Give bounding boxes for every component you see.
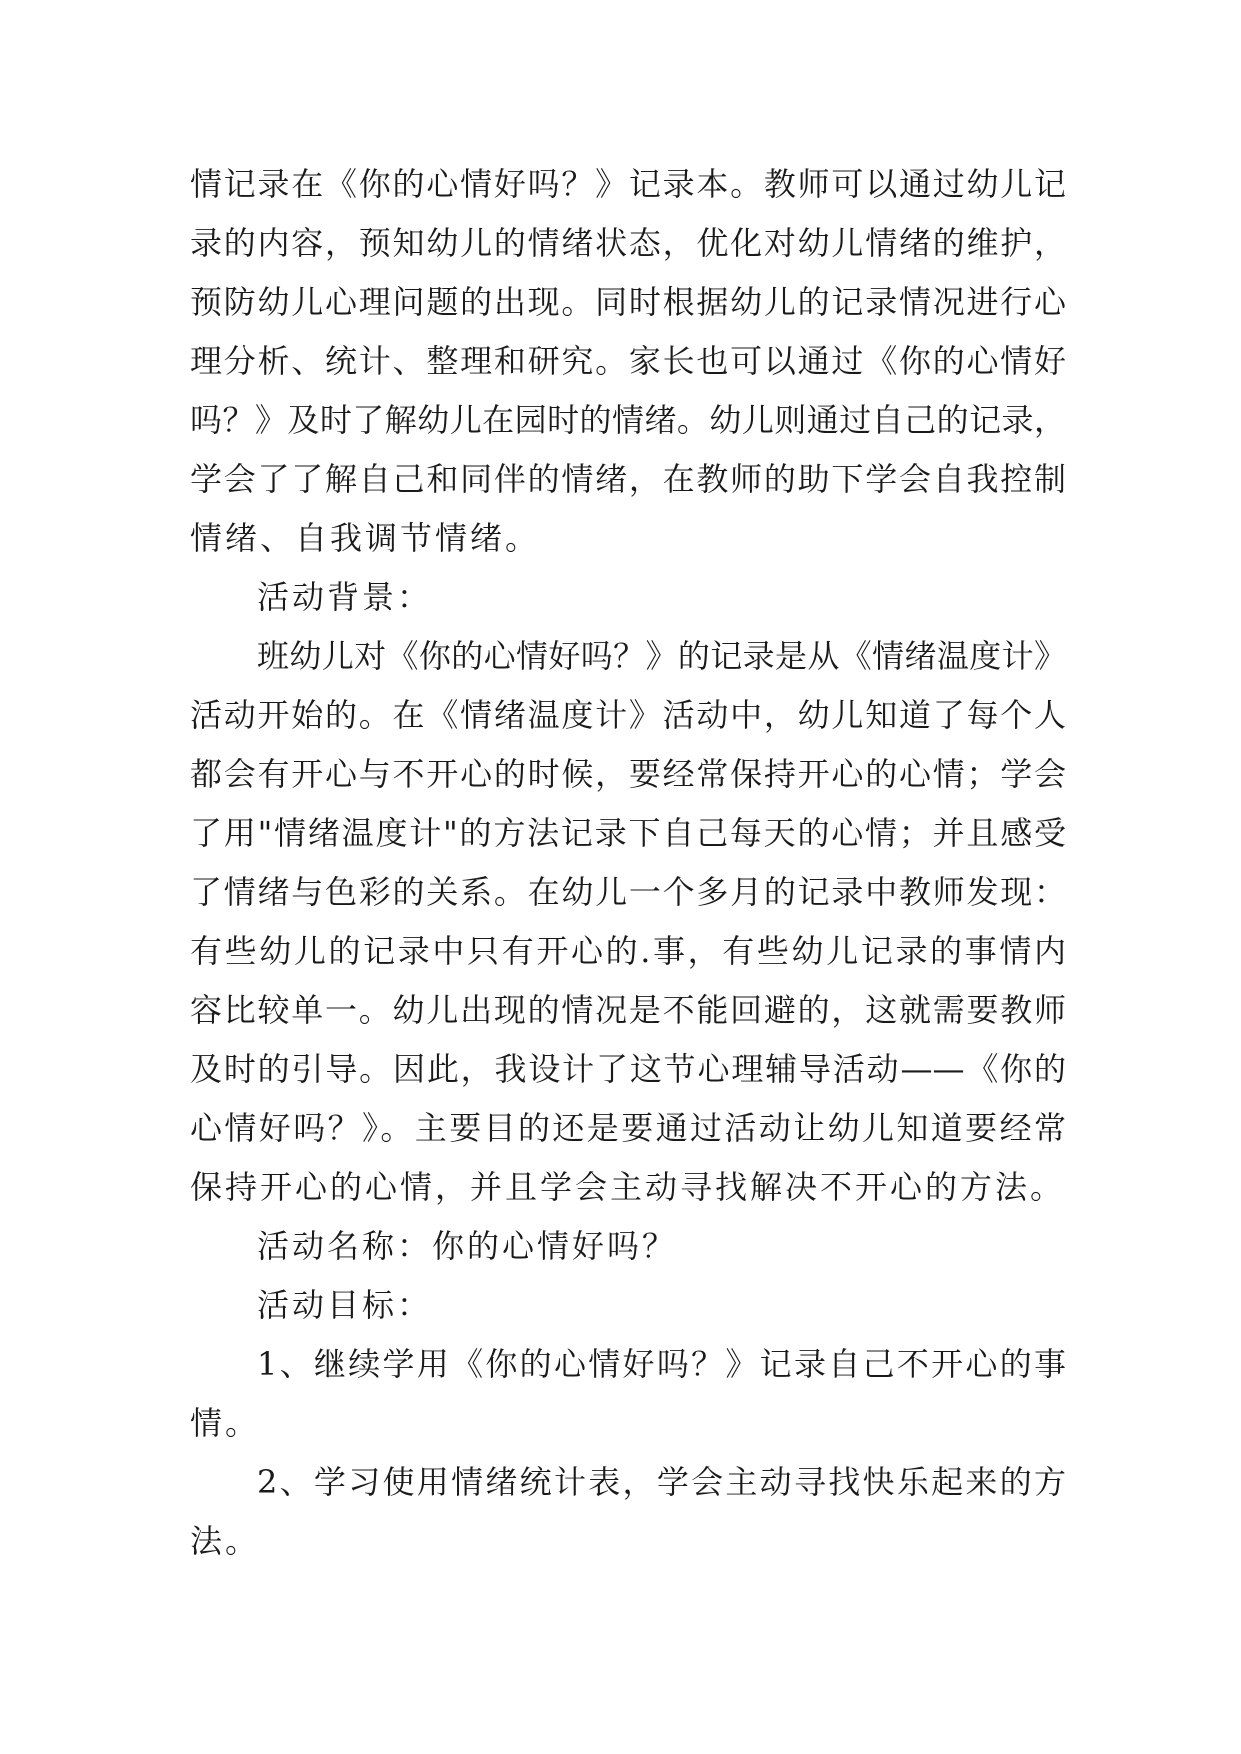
section-heading: 活动背景：	[257, 578, 433, 616]
section-heading: 活动名称：你的心情好吗？	[257, 1227, 678, 1265]
text-line: 都会有开心与不开心的时候，要经常保持开心的心情；学会	[190, 755, 1066, 793]
text-line: 预防幼儿心理问题的出现。同时根据幼儿的记录情况进行心	[190, 283, 1066, 321]
text-line: 容比较单一。幼儿出现的情况是不能回避的，这就需要教师	[190, 991, 1066, 1029]
text-line: 有些幼儿的记录中只有开心的.事，有些幼儿记录的事情内	[190, 932, 1066, 970]
text-line: 法。	[190, 1522, 261, 1560]
text-line: 了情绪与色彩的关系。在幼儿一个多月的记录中教师发现：	[190, 873, 1066, 911]
section-heading: 活动目标：	[257, 1286, 433, 1324]
text-line: 活动开始的。在《情绪温度计》活动中，幼儿知道了每个人	[190, 696, 1066, 734]
text-line: 了用"情绪温度计"的方法记录下自己每天的心情；并且感受	[190, 814, 1066, 852]
text-line: 吗？》及时了解幼儿在园时的情绪。幼儿则通过自己的记录，	[190, 401, 1066, 439]
text-line: 情记录在《你的心情好吗？》记录本。教师可以通过幼儿记	[190, 165, 1066, 203]
text-line: 及时的引导。因此，我设计了这节心理辅导活动——《你的	[190, 1050, 1066, 1088]
text-line: 情。	[190, 1404, 261, 1442]
text-line: 心情好吗？》。主要目的还是要通过活动让幼儿知道要经常	[190, 1109, 1066, 1147]
text-line: 学会了了解自己和同伴的情绪，在教师的助下学会自我控制	[190, 460, 1066, 498]
text-line: 录的内容，预知幼儿的情绪状态，优化对幼儿情绪的维护，	[190, 224, 1066, 262]
text-line: 理分析、统计、整理和研究。家长也可以通过《你的心情好	[190, 342, 1066, 380]
list-item: 1、继续学用《你的心情好吗？》记录自己不开心的事	[257, 1345, 1066, 1383]
text-line: 保持开心的心情，并且学会主动寻找解决不开心的方法。	[190, 1168, 1066, 1206]
text-line: 情绪、自我调节情绪。	[190, 519, 541, 557]
text-line: 班幼儿对《你的心情好吗？》的记录是从《情绪温度计》	[257, 637, 1066, 675]
document-page	[190, 155, 1066, 1571]
list-item: 2、学习使用情绪统计表，学会主动寻找快乐起来的方	[257, 1463, 1066, 1501]
